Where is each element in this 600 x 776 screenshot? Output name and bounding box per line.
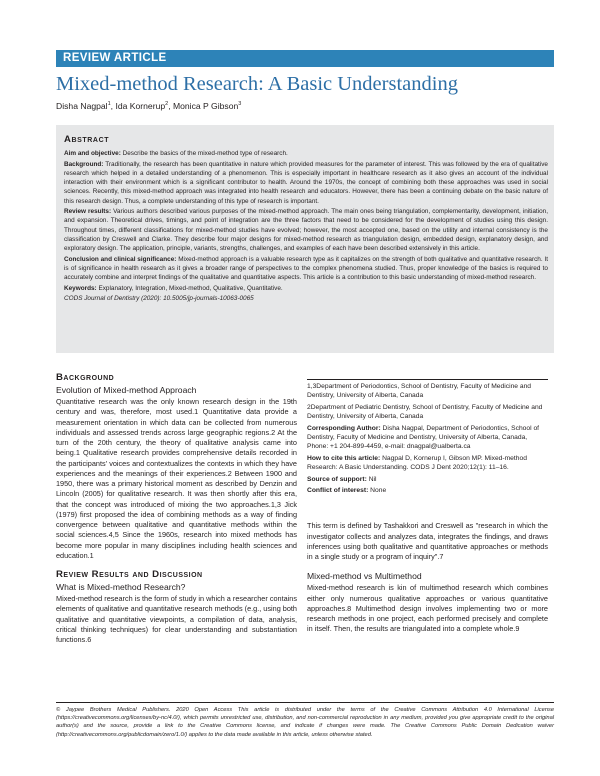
how-to-cite-label: How to cite this article: (307, 454, 381, 462)
author-name: Monica P Gibson (172, 101, 239, 111)
conflict-of-interest-label: Conflict of interest: (307, 487, 369, 495)
source-of-support (307, 475, 548, 484)
author-separator: , (168, 101, 173, 111)
definition-paragraph: This term is defined by Tashakkori and Creswell as "research in which the investigator collects and analyzes data, integrates the findings, and draws inferences using both qualitative and quantitative approaches or methods in a single study or a program of inquiry".7 (307, 521, 548, 562)
article-title: Mixed-method Research: A Basic Understanding (56, 73, 458, 95)
author-affiliation-mark: 3 (238, 101, 242, 108)
how-to-cite (307, 454, 548, 473)
mixed-vs-multimethod-paragraph: Mixed-method research is kin of multimethod research which combines either only numerous qualitative approaches or various quantitative approaches.8 Multimethod design involves implementing two or more research methods in one project, each performed precisely and complete in itself. Then, the results are triangulated into a complete whole.9 (307, 583, 548, 634)
source-of-support-text: Nil (368, 475, 377, 483)
abstract-aim-label: Aim and objective: (64, 150, 121, 157)
abstract-background-text: Traditionally, the research has been quantitative in nature which provided measures for the parameter of interest. This was followed by the era of qualitative research which helped in a detailed understanding of a phenomenon. This is especially important in healthcare research as it also gives an account of the individual interaction with their environment which is a significant contributor to health. Around the 1970s, the concept of combining both these approaches was used in social sciences. Recently, this mixed-method approach was integrated into health research and educators. However, there has been a continuing debate on the basic nature of this research design. Thus, a complete understanding of this type of research is important. (64, 160, 548, 205)
license-footer: © Jaypee Brothers Medical Publishers. 2020 Open Access This article is distributed under the terms of the Creative Commons Attribution 4.0 International License (https://creativecommons.org/licenses/by-nc/4.0/), which permits unrestricted use, distribution, and non-commercial reproduction in any medium, provided you give appropriate credit to the original author(s) and the source, provide a link to the Creative Commons license, and indicate if changes were made. The Creative Commons Public Domain Dedication waiver (http://creativecommons.org/publicdomain/zero/1.0/) applies to the data made available in this article, unless otherwise stated. (56, 707, 554, 738)
abstract-background (64, 160, 548, 206)
abstract-background-label: Background: (64, 160, 104, 168)
affiliation-divider (307, 379, 548, 380)
author-list (56, 101, 241, 111)
affiliation-1: 1,3Department of Periodontics, School of Dentistry, Faculty of Medicine and Dentistry, University of Alberta, Canada (307, 383, 532, 400)
abstract-aim (64, 149, 548, 158)
corresponding-author-text: Disha Nagpal, Department of Periodontics, School of Dentistry, Faculty of Medicine and Dentistry, University of Alberta, Canada, Phone: +1 204-899-4459, e-mail: dnagpal@ualberta.ca (307, 424, 540, 451)
journal-reference: CODS Journal of Dentistry (2020): 10.5005/jp-journals-10063-0065 (64, 294, 254, 302)
mixed-vs-multimethod-subheading: Mixed-method vs Multimethod (307, 571, 422, 582)
conflict-of-interest (307, 486, 548, 495)
conflict-of-interest-text: None (370, 487, 387, 495)
abstract-conclusion (64, 255, 548, 283)
abstract-conclusion-label: Conclusion and clinical significance: (64, 255, 177, 263)
author-affiliation-mark: 2 (165, 101, 169, 108)
author-name: Disha Nagpal (56, 101, 108, 111)
abstract-heading: Abstract (64, 134, 110, 145)
abstract-review-text: Various authors described various purposes of the mixed-method approach. The main ones being triangulation, complementarity, development, initiation, and expansion. Theoretical drives, timings, and point of integration are the three factors that need to be considered for the development of studies using this design. Throughout times, different classifications for mixed-method studies have evolved; however, the most accepted one, based on the utility and internal consistency is the classification by Creswell and Clarke. They describe four major designs for mixed-method research as triangulation design, embedded design, explanatory design, and exploratory design. The application, principle, variants, strengths, challenges, and examples of each have been described extensively in this article. (64, 208, 549, 253)
what-is-mixed-method-subheading: What is Mixed-method Research? (56, 582, 186, 592)
affiliation-2: 2Department of Pediatric Dentistry, School of Dentistry, Faculty of Medicine and Dentistry, University of Alberta, Canada (307, 403, 543, 421)
author-affiliation-mark: 1 (107, 101, 111, 108)
corresponding-author (307, 424, 548, 452)
abstract-keywords-label: Keywords: (64, 284, 97, 292)
abstract-box (56, 125, 554, 353)
abstract-review (64, 207, 548, 253)
author-separator: , (110, 101, 116, 111)
background-heading: Background (56, 372, 115, 383)
evolution-subheading: Evolution of Mixed-method Approach (56, 385, 197, 395)
abstract-keywords (64, 284, 548, 293)
source-of-support-label: Source of support: (307, 475, 367, 483)
author-name: Ida Kornerup (115, 101, 166, 111)
right-column (307, 376, 548, 635)
corresponding-author-label: Corresponding Author: (307, 424, 381, 432)
left-column (56, 372, 297, 645)
abstract-conclusion-text: Mixed-method approach is a valuable research type as it capitalizes on the strength of both qualitative and quantitative research. It is of significance in health research as it gives a broader range of perspectives to the complex phenomena studied. Thus, proper knowledge of the basics is required to accurately combine and interpret findings of the qualitative and quantitative aspects. This article is a contribution to this basic understanding of mixed-method research. (64, 255, 549, 282)
how-to-cite-text: Nagpal D, Kornerup I, Gibson MP. Mixed-method Research: A Basic Understanding. CODS J Dent 2020;12(1): 11–16. (307, 454, 527, 472)
abstract-aim-text: Describe the basics of the mixed-method type of research. (122, 150, 288, 157)
abstract-keywords-text: Explanatory, Integration, Mixed-method, Qualitative, Quantitative. (98, 284, 283, 292)
abstract-review-label: Review results: (64, 208, 112, 216)
evolution-paragraph: Quantitative research was the only known research design in the 19th century and was, therefore, most used.1 Quantitative data provide a measurement orientation in which data can be collected from numerous individuals and assessed trends across large geographic regions.2 At the turn of the 20th century, the theory of qualitative analysis came into being.1 Qualitative research provides comprehensive details recorded in the participants' voices and contextualizes the contexts in which they have experiences and the meanings of their experiences.2 Between 1900 and 1950, there was a primary historical moment as described by Denzin and Lincoln (2005) for qualitative research. It was then shortly after this era, that the concept was introduced of mixing the two approaches.1,3 Jick (1979) first proposed the idea of combining methods as a way of finding convergence between qualitative and quantitative methods within the social sciences.4,5 Since the 1960s, research into mixed methods has become more popular in many disciplines including health sciences and education.1 (56, 397, 297, 560)
what-is-mixed-method-paragraph: Mixed-method research is the form of study in which a researcher contains elements of qualitative and quantitative research methods (e.g., using both qualitative and quantitative viewpoints, a compilation of data, analysis, critical thinking techniques) for clear understanding and substantiation functions.6 (56, 594, 297, 644)
footer-divider (56, 702, 554, 703)
article-type-banner: REVIEW ARTICLE (56, 50, 554, 67)
review-results-heading: Review Results and Discussion (56, 569, 203, 580)
